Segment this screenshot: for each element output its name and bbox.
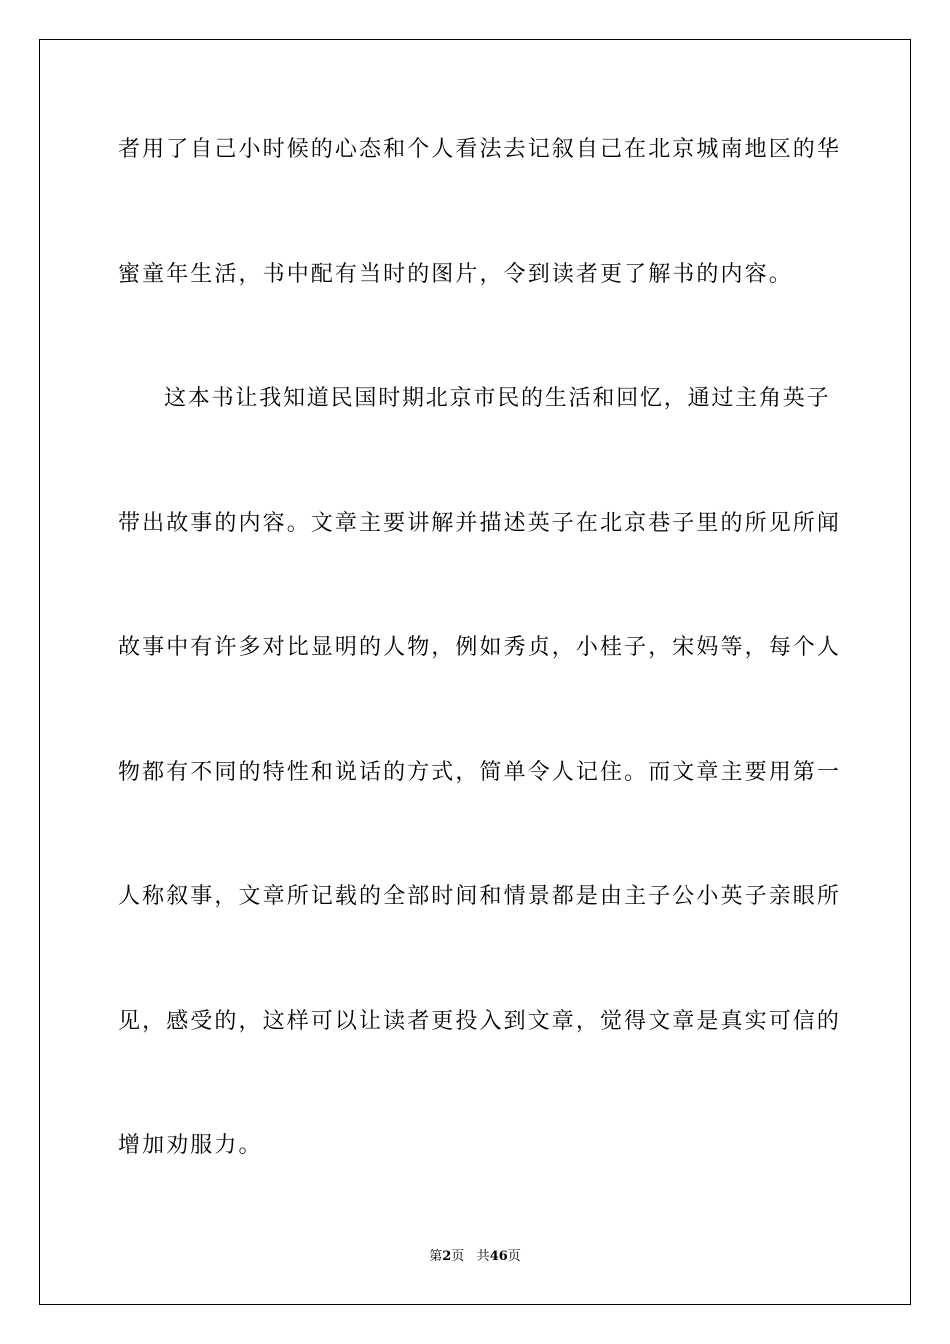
text-line-5: 故事中有许多对比显明的人物，例如秀贞，小桂子，宋妈等，每个人 xyxy=(118,635,842,660)
page-number: 2 xyxy=(442,1249,452,1264)
total-suffix: 页 xyxy=(507,1249,521,1264)
page-footer xyxy=(0,1248,950,1266)
text-line-3-paragraph-start: 这本书让我知道民国时期北京市民的生活和回忆，通过主角英子 xyxy=(164,386,831,411)
total-prefix: 共 xyxy=(476,1249,490,1264)
text-line-2: 蜜童年生活，书中配有当时的图片，令到读者更了解书的内容。 xyxy=(118,262,793,287)
page-border xyxy=(39,39,911,1305)
text-line-7: 人称叙事，文章所记载的全部时间和情景都是由主子公小英子亲眼所 xyxy=(118,884,842,909)
text-line-9: 增加劝服力。 xyxy=(118,1133,263,1158)
text-line-4: 带出故事的内容。文章主要讲解并描述英子在北京巷子里的所见所闻 xyxy=(118,511,842,536)
page-suffix: 页 xyxy=(451,1249,465,1264)
text-line-8: 见，感受的，这样可以让读者更投入到文章，觉得文章是真实可信的 xyxy=(118,1009,842,1034)
page-prefix: 第 xyxy=(429,1249,443,1264)
total-pages: 46 xyxy=(489,1249,508,1264)
text-line-6: 物都有不同的特性和说话的方式，简单令人记住。而文章主要用第一 xyxy=(118,760,842,785)
text-line-1: 者用了自己小时候的心态和个人看法去记叙自己在北京城南地区的华 xyxy=(118,137,842,162)
